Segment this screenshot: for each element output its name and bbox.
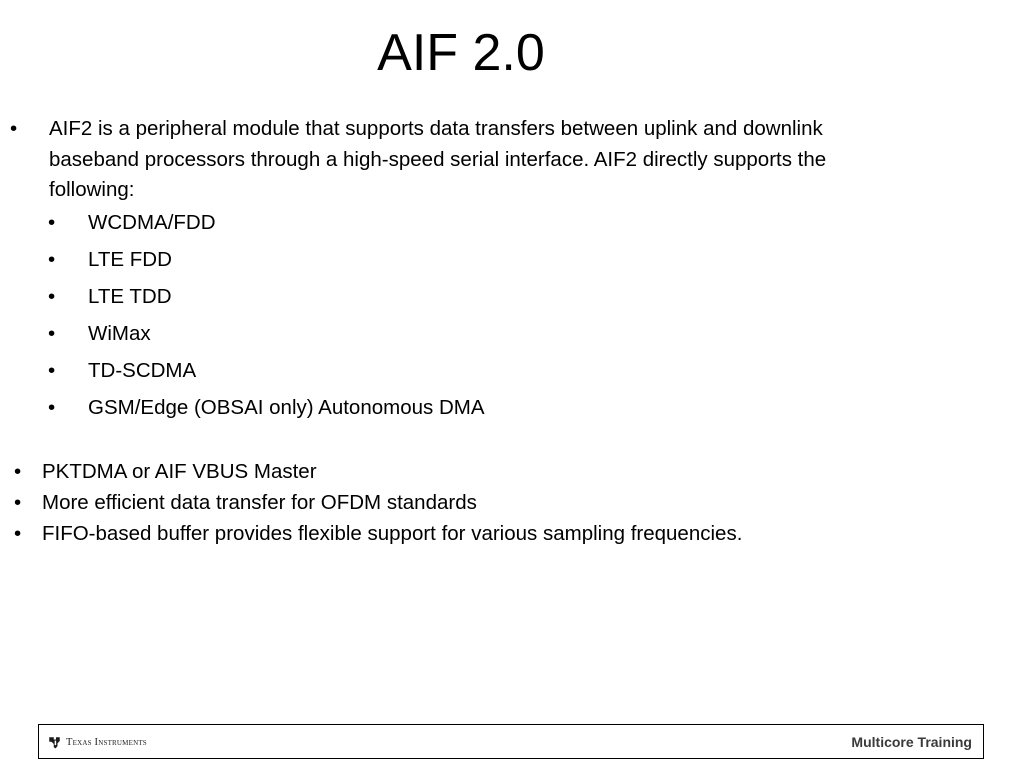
bullet-dot: • [48, 322, 56, 345]
footer-training-label: Multicore Training [851, 734, 972, 750]
ti-logo-icon [47, 735, 62, 750]
list-item [48, 208, 485, 245]
list-item-text: WCDMA/FDD [88, 211, 216, 234]
slide-title: AIF 2.0 [377, 24, 545, 82]
list-item [14, 456, 742, 487]
bullet-dot: • [48, 396, 56, 419]
bullet-dot: • [10, 117, 18, 140]
list-item [14, 518, 742, 549]
list-item [48, 245, 485, 282]
ti-logo [47, 733, 147, 751]
list-item [14, 487, 742, 518]
feature-list [14, 456, 742, 549]
supported-standards-list [48, 208, 485, 430]
list-item-text: More efficient data transfer for OFDM standards [42, 491, 477, 514]
bullet-dot: • [14, 522, 22, 545]
list-item-text: LTE TDD [88, 285, 172, 308]
slide-footer [38, 724, 984, 759]
list-item-text: FIFO-based buffer provides flexible support for various sampling frequencies. [42, 522, 743, 545]
ti-logo-text: Texas Instruments [66, 736, 147, 748]
bullet-dot: • [48, 359, 56, 382]
bullet-dot: • [48, 285, 56, 308]
list-item [48, 319, 485, 356]
list-item [48, 282, 485, 319]
bullet-dot: • [48, 248, 56, 271]
list-item-text: TD-SCDMA [88, 359, 197, 382]
bullet-dot: • [48, 211, 56, 234]
list-item [48, 393, 485, 430]
bullet-dot: • [14, 460, 22, 483]
list-item-text: WiMax [88, 322, 151, 345]
list-item-text: LTE FDD [88, 248, 172, 271]
bullet-dot: • [14, 491, 22, 514]
list-item-text: PKTDMA or AIF VBUS Master [42, 460, 317, 483]
intro-bullet [10, 114, 910, 206]
intro-bullet-text: AIF2 is a peripheral module that supports data transfers between uplink and downlink baseband processors through a high-speed serial interface. AIF2 directly supports the following: [49, 117, 827, 201]
list-item [48, 356, 485, 393]
list-item-text: GSM/Edge (OBSAI only) Autonomous DMA [88, 396, 485, 419]
